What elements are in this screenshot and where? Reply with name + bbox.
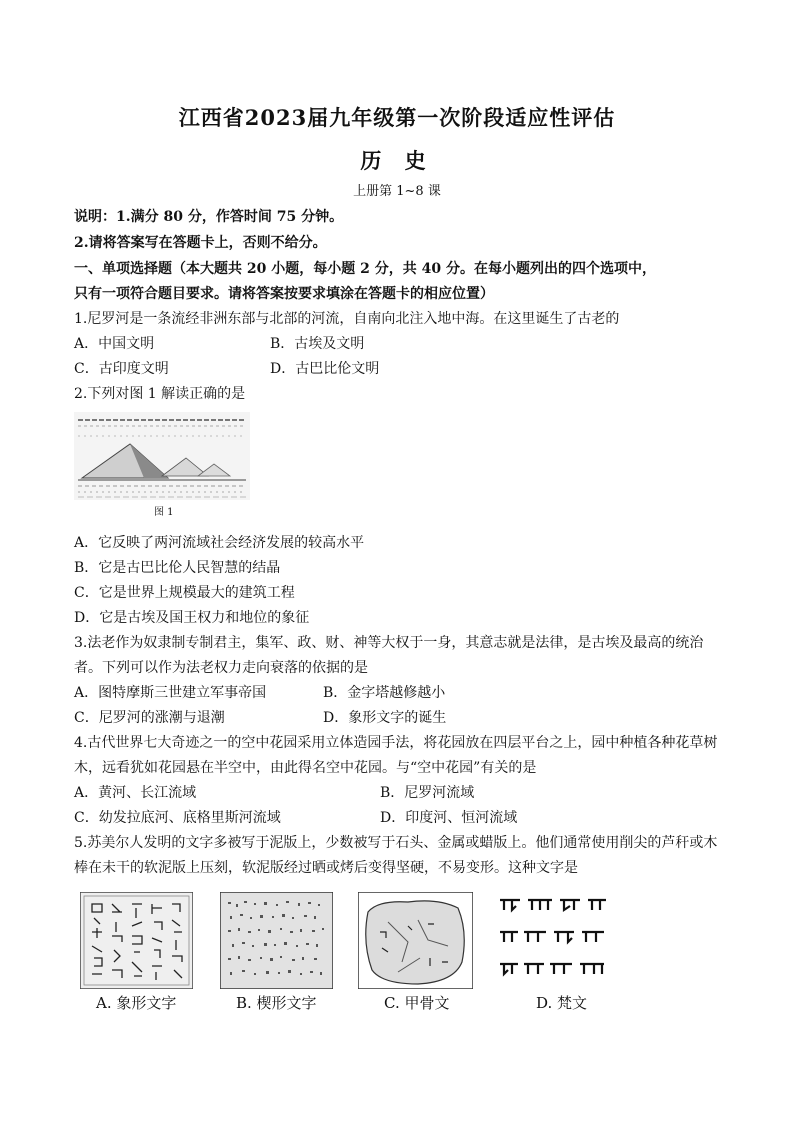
q4-option-d: D．印度河、恒河流域 [380,810,518,826]
note-line-1: 说明：1.满分 80 分，作答时间 75 分钟。 [74,209,344,225]
note-line-2: 2.请将答案写在答题卡上，否则不给分。 [74,235,327,251]
q2-option-a: A．它反映了两河流域社会经济发展的较高水平 [74,535,365,551]
q2-stem: 2.下列对图 1 解读正确的是 [74,386,246,402]
section-heading-line-1: 一、单项选择题（本大题共 20 小题，每小题 2 分，共 40 分。在每小题列出的四个选项中， [74,261,656,277]
q1-stem: 1.尼罗河是一条流经非洲东部与北部的河流，自南向北注入地中海。在这里诞生了古老的 [74,311,620,327]
q3-option-d: D．象形文字的诞生 [323,710,447,726]
q3-option-a: A．图特摩斯三世建立军事帝国 [74,685,267,701]
q1-option-b: B．古埃及文明 [270,336,365,352]
section-heading-line-2: 只有一项符合题目要求。请将答案按要求填涂在答题卡的相应位置） [74,286,494,302]
q5-stem-line-2: 棒在未干的软泥版上压刻，软泥版经过晒或烤后变得坚硬，不易变形。这种文字是 [74,860,578,876]
q4-option-b: B．尼罗河流域 [380,785,475,801]
figure-1-caption: 图 1 [154,507,174,518]
oracle-bone-script-image [358,892,473,989]
q3-option-b: B．金字塔越修越小 [323,685,446,701]
q4-option-c: C．幼发拉底河、底格里斯河流域 [74,810,281,826]
q3-stem-line-2: 者。下列可以作为法老权力走向衰落的依据的是 [74,660,368,676]
exam-title: 江西省2023届九年级第一次阶段适应性评估 [178,105,616,130]
q2-option-d: D．它是古埃及国王权力和地位的象征 [74,610,310,626]
subject-title: 历 史 [360,148,434,173]
cuneiform-script-image [220,892,333,989]
pictographic-script-image [80,892,193,989]
q2-option-c: C．它是世界上规模最大的建筑工程 [74,585,295,601]
q1-option-c: C．古印度文明 [74,361,169,377]
q3-stem-line-1: 3.法老作为奴隶制专制君主，集军、政、财、神等大权于一身，其意志就是法律，是古埃及最高的统治 [74,635,704,651]
script-caption-a: A. 象形文字 [96,994,177,1012]
script-caption-c: C. 甲骨文 [384,994,450,1012]
q4-stem-line-2: 木，远看犹如花园悬在半空中，由此得名空中花园。与“空中花园”有关的是 [74,760,537,776]
q5-stem-line-1: 5.苏美尔人发明的文字多被写于泥版上，少数被写于石头、金属或蜡版上。他们通常使用削尖的芦秆或木 [74,835,718,851]
q4-option-a: A．黄河、长江流域 [74,785,197,801]
q1-option-a: A．中国文明 [74,336,155,352]
q4-stem-line-1: 4.古代世界七大奇迹之一的空中花园采用立体造园手法，将花园放在四层平台之上，园中种植各种花草树 [74,735,718,751]
q1-option-d: D．古巴比伦文明 [270,361,380,377]
scope-subtitle: 上册第 1~8 课 [353,184,441,199]
script-caption-d: D. 梵文 [536,994,588,1012]
q2-option-b: B．它是古巴比伦人民智慧的结晶 [74,560,281,576]
script-caption-b: B. 楔形文字 [236,994,317,1012]
sanskrit-script-image [494,892,612,989]
pyramid-figure [74,412,250,500]
q3-option-c: C．尼罗河的涨潮与退潮 [74,710,225,726]
